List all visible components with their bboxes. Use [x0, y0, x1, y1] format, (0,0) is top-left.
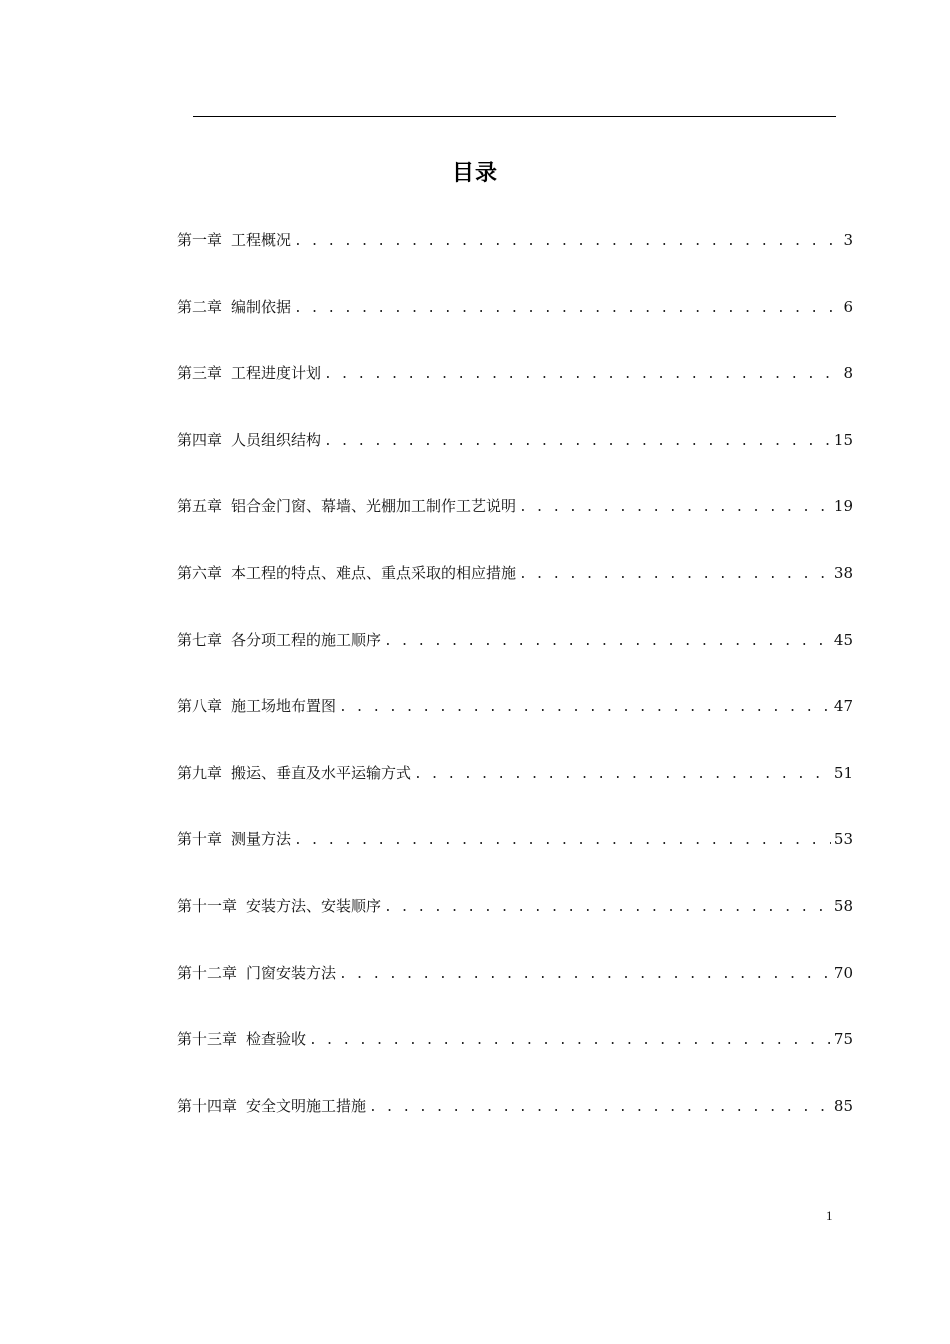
toc-chapter-title: 安装方法、安装顺序	[246, 896, 382, 915]
page-number: 1	[826, 1208, 833, 1223]
toc-dot-leader	[339, 963, 831, 987]
toc-page-number: 8	[843, 364, 853, 383]
toc-chapter-number: 第十章	[177, 830, 223, 849]
toc-chapter-number: 第六章	[177, 563, 223, 582]
toc-entry[interactable]	[177, 428, 853, 495]
toc-page-number: 6	[843, 297, 853, 316]
toc-entry[interactable]	[177, 1027, 853, 1094]
toc-chapter-title: 搬运、垂直及水平运输方式	[231, 763, 412, 782]
toc-chapter-title: 铝合金门窗、幕墙、光棚加工制作工艺说明	[231, 497, 517, 516]
toc-chapter-title: 工程进度计划	[231, 364, 322, 383]
toc-chapter-title: 门窗安装方法	[246, 963, 337, 982]
toc-chapter-title: 安全文明施工措施	[246, 1096, 367, 1115]
toc-dot-leader	[339, 696, 831, 720]
toc-chapter-number: 第一章	[177, 231, 223, 249]
toc-entry[interactable]	[177, 228, 853, 295]
toc-entry[interactable]	[177, 827, 853, 894]
toc-chapter-title: 检查验收	[246, 1030, 307, 1049]
toc-page-number: 58	[833, 896, 853, 915]
toc-entry[interactable]	[177, 961, 853, 1028]
toc-page-number: 47	[833, 697, 853, 716]
toc-page-number: 19	[833, 497, 853, 516]
toc-chapter-number: 第九章	[177, 763, 223, 782]
toc-chapter-title: 测量方法	[231, 830, 292, 849]
toc-chapter-title: 本工程的特点、难点、重点采取的相应措施	[231, 563, 517, 582]
toc-dot-leader	[414, 763, 831, 787]
toc-entry[interactable]	[177, 561, 853, 628]
toc-dot-leader	[369, 1096, 831, 1120]
table-of-contents	[177, 228, 853, 1160]
toc-entry[interactable]	[177, 761, 853, 828]
toc-chapter-number: 第二章	[177, 297, 223, 316]
toc-page-number: 85	[833, 1096, 853, 1115]
toc-entry[interactable]	[177, 494, 853, 561]
toc-chapter-number: 第五章	[177, 497, 223, 516]
toc-dot-leader	[294, 829, 831, 853]
toc-title: 目录	[451, 161, 498, 186]
toc-chapter-number: 第十三章	[177, 1030, 238, 1049]
toc-chapter-number: 第十二章	[177, 963, 238, 982]
toc-entry[interactable]	[177, 361, 853, 428]
toc-dot-leader	[309, 1029, 831, 1053]
toc-page-number: 38	[833, 563, 853, 582]
toc-chapter-number: 第七章	[177, 630, 223, 649]
toc-entry[interactable]	[177, 295, 853, 362]
toc-entry[interactable]	[177, 694, 853, 761]
toc-chapter-title: 各分项工程的施工顺序	[231, 630, 382, 649]
toc-entry[interactable]	[177, 894, 853, 961]
toc-dot-leader	[294, 297, 840, 321]
toc-page-number: 75	[833, 1030, 853, 1049]
toc-dot-leader	[519, 563, 831, 587]
toc-chapter-number: 第四章	[177, 430, 223, 449]
toc-dot-leader	[324, 430, 831, 454]
toc-page-number: 3	[843, 231, 853, 249]
toc-chapter-number: 第十一章	[177, 896, 238, 915]
toc-page-number: 53	[833, 830, 853, 849]
toc-page-number: 15	[833, 430, 853, 449]
toc-chapter-title: 人员组织结构	[231, 430, 322, 449]
toc-entry[interactable]	[177, 628, 853, 695]
toc-chapter-number: 第十四章	[177, 1096, 238, 1115]
toc-chapter-title: 施工场地布置图	[231, 697, 337, 716]
toc-dot-leader	[294, 230, 840, 254]
toc-dot-leader	[384, 630, 831, 654]
toc-dot-leader	[519, 496, 831, 520]
toc-dot-leader	[324, 363, 840, 387]
header-rule	[193, 116, 836, 117]
toc-page-number: 70	[833, 963, 853, 982]
toc-entry[interactable]	[177, 1094, 853, 1161]
toc-page-number: 51	[833, 763, 853, 782]
toc-chapter-number: 第八章	[177, 697, 223, 716]
toc-chapter-number: 第三章	[177, 364, 223, 383]
toc-chapter-title: 编制依据	[231, 297, 292, 316]
toc-page-number: 45	[833, 630, 853, 649]
toc-dot-leader	[384, 896, 831, 920]
toc-chapter-title: 工程概况	[231, 231, 292, 249]
